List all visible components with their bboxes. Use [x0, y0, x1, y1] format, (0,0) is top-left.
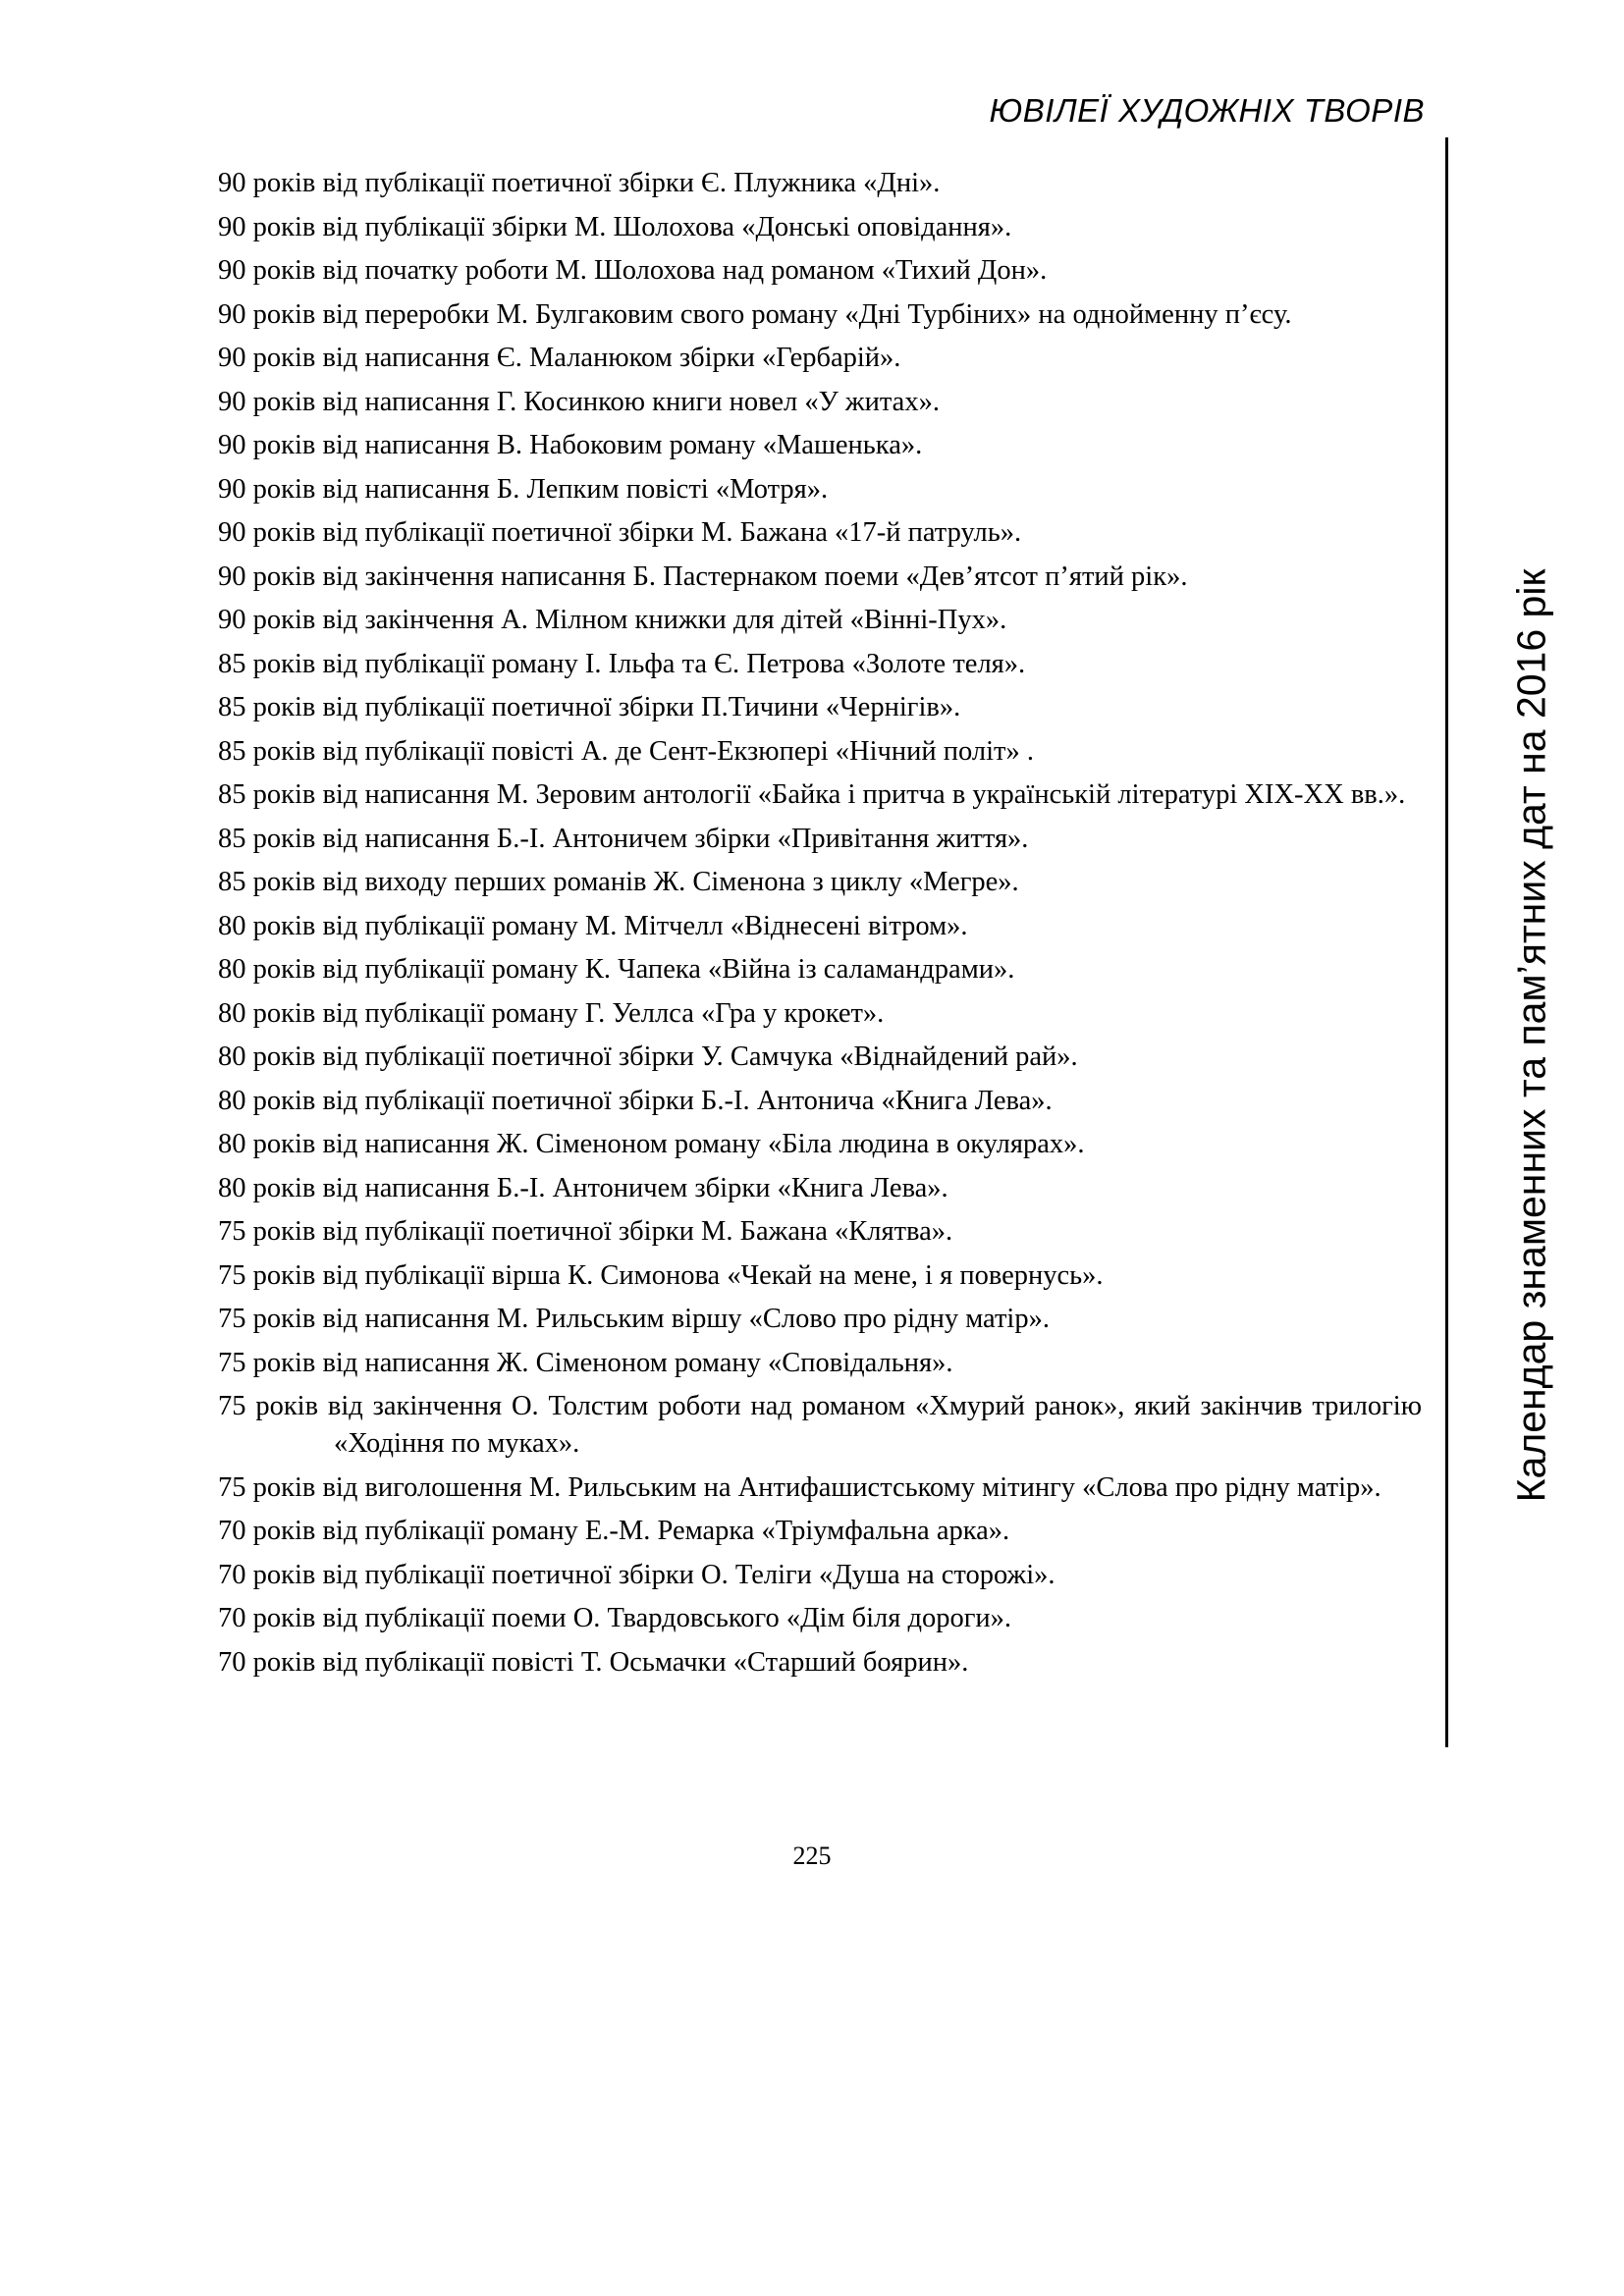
page-number: 225	[792, 1842, 832, 1870]
list-item: 75 років від публікації вірша К. Симонова «Чекай на мене, і я повернусь».	[218, 1259, 1104, 1291]
list-item: 90 років від переробки М. Булгаковим свого роману «Дні Турбіних» на однойменну п’єсу.	[218, 298, 1292, 330]
list-item: 90 років від публікації поетичної збірки Є. Плужника «Дні».	[218, 168, 941, 198]
list-item: 90 років від закінчення А. Мілном книжки для дітей «Вінні-Пух».	[218, 605, 1007, 635]
list-item: 80 років від публікації роману М. Мітчелл «Віднесені вітром».	[218, 910, 968, 941]
list-item: 80 років від публікації поетичної збірки Б.-І. Антонича «Книга Лева».	[218, 1085, 1053, 1116]
side-title: Календар знаменних та пам’ятних дат на 2016 рік	[1508, 568, 1554, 1503]
list-item: 75 років від виголошення М. Рильським на Антифашистському мітингу «Слова про рідну матір».	[218, 1471, 1381, 1503]
list-item: 80 років від написання Б.-І. Антоничем збірки «Книга Лева».	[218, 1172, 948, 1203]
list-item: 85 років від публікації роману І. Ільфа та Є. Петрова «Золоте теля».	[218, 648, 1026, 679]
list-item: 90 років від публікації поетичної збірки М. Бажана «17-й патруль».	[218, 517, 1022, 548]
list-item: 90 років від закінчення написання Б. Пастернаком поеми «Дев’ятсот п’ятий рік».	[218, 561, 1188, 592]
list-item: 75 років від написання М. Рильським віршу «Слово про рідну матір».	[218, 1304, 1050, 1334]
list-item: 85 років від виходу перших романів Ж. Сіменона з циклу «Мегре».	[218, 867, 1019, 897]
list-item: 85 років від написання Б.-І. Антоничем збірки «Привітання життя».	[218, 823, 1029, 854]
section-header: ЮВІЛЕЇ ХУДОЖНІХ ТВОРІВ	[989, 92, 1425, 129]
list-item: 70 років від публікації поетичної збірки О. Теліги «Душа на сторожі».	[218, 1559, 1056, 1590]
list-item: 70 років від публікації поеми О. Твардовського «Дім біля дороги».	[218, 1603, 1012, 1633]
list-item: 90 років від написання Б. Лепким повісті «Мотря».	[218, 473, 829, 505]
list-item: 70 років від публікації повісті Т. Осьмачки «Старший боярин».	[218, 1646, 969, 1678]
list-item: 90 років від написання В. Набоковим роману «Машенька».	[218, 430, 923, 460]
list-item: 80 років від публікації роману Г. Уеллса «Гра у крокет».	[218, 997, 885, 1029]
vertical-rule	[1445, 137, 1448, 1747]
list-item: 90 років від публікації збірки М. Шолохова «Донські оповідання».	[218, 211, 1012, 242]
list-item: 85 років від публікації поетичної збірки П.Тичини «Чернігів».	[218, 692, 961, 722]
list-item: 80 років від написання Ж. Сіменоном роману «Біла людина в окулярах».	[218, 1129, 1085, 1159]
anniversary-list	[218, 165, 1422, 1687]
list-item: 80 років від публікації поетичної збірки У. Самчука «Віднайдений рай».	[218, 1041, 1078, 1072]
list-item: 80 років від публікації роману К. Чапека «Війна із саламандрами».	[218, 954, 1015, 985]
list-item: 90 років від початку роботи М. Шолохова над романом «Тихий Дон».	[218, 255, 1048, 286]
list-item: 75 років від публікації поетичної збірки М. Бажана «Клятва».	[218, 1216, 953, 1247]
list-item: 75 років від закінчення О. Толстим роботи над романом «Хмурий ранок», який закінчив трилогію «Ходіння по муках».	[218, 1391, 1422, 1459]
list-item: 70 років від публікації роману Е.-М. Ремарка «Тріумфальна арка».	[218, 1516, 1010, 1546]
list-item: 90 років від написання Г. Косинкою книги новел «У житах».	[218, 386, 940, 417]
list-item: 90 років від написання Є. Маланюком збірки «Гербарій».	[218, 343, 901, 373]
list-item: 85 років від написання М. Зеровим антології «Байка і притча в українській літературі XIX-XX вв.».	[218, 779, 1406, 810]
list-item: 75 років від написання Ж. Сіменоном роману «Сповідальня».	[218, 1347, 953, 1378]
list-item: 85 років від публікації повісті А. де Сент-Екзюпері «Нічний політ» .	[218, 735, 1034, 767]
